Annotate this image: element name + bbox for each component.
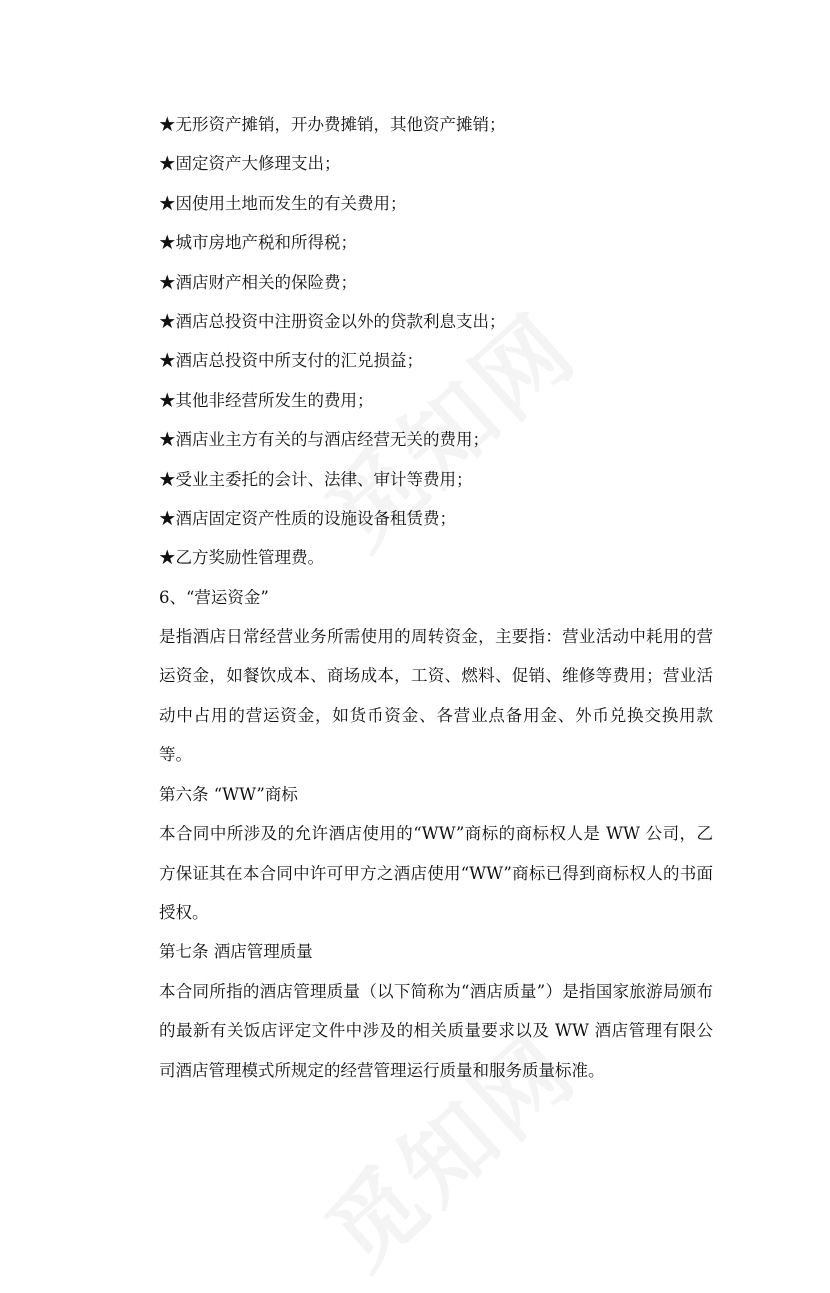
list-item: ★无形资产摊销，开办费摊销，其他资产摊销；	[159, 115, 506, 134]
article-heading: 第七条 酒店管理质量	[159, 942, 313, 962]
paragraph-text: 本合同中所涉及的允许酒店使用的“WW”商标的商标权人是 WW 公司，乙方保证其在本合同中许可甲方之酒店使用“WW”商标已得到商标权人的书面授权。	[159, 824, 713, 922]
paragraph	[121, 972, 713, 1090]
list-item: ★酒店财产相关的保险费；	[159, 272, 357, 292]
list-item: ★城市房地产税和所得税；	[159, 233, 357, 253]
document-body	[121, 105, 713, 1090]
list-item: ★因使用土地而发生的有关费用；	[159, 193, 407, 213]
list-item: ★受业主委托的会计、法律、审计等费用；	[159, 469, 473, 489]
list-item: ★酒店总投资中注册资金以外的贷款利息支出；	[159, 311, 506, 331]
list-item: ★固定资产大修理支出；	[159, 154, 341, 174]
list-item: ★其他非经营所发生的费用；	[159, 390, 374, 410]
list-item: ★乙方奖励性管理费。	[159, 548, 324, 568]
paragraph	[121, 814, 713, 932]
list-item: ★酒店固定资产性质的设施设备租赁费；	[159, 508, 456, 528]
paragraph-text: 本合同所指的酒店管理质量（以下简称为“酒店质量”）是指国家旅游局颁布的最新有关饭店评定文件中涉及的相关质量要求以及 WW 酒店管理有限公司酒店管理模式所规定的经营管理运行质量和服务质量标准。	[159, 981, 713, 1080]
list-item: ★酒店业主方有关的与酒店经营无关的费用；	[159, 430, 489, 450]
paragraph-text: 是指酒店日常经营业务所需使用的周转资金，主要指：营业活动中耗用的营运资金，如餐饮成本、商场成本，工资、燃料、促销、维修等费用；营业活动中占用的营运资金，如货币资金、各营业点备用金、外币兑换交换用款等。	[159, 627, 713, 765]
list-item: ★酒店总投资中所支付的汇兑损益；	[159, 351, 423, 371]
section-heading: 6、“营运资金”	[159, 587, 269, 607]
article-heading: 第六条 “WW”商标	[159, 784, 298, 804]
paragraph	[121, 617, 713, 775]
